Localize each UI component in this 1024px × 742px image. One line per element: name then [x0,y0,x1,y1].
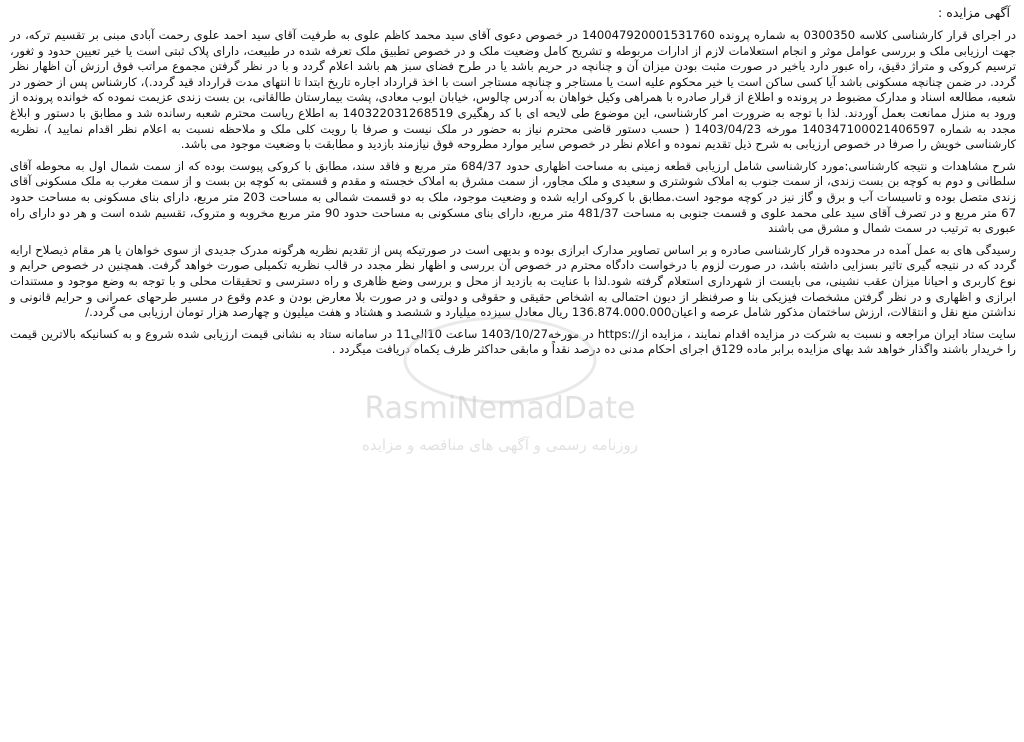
notice-paragraph-observations: شرح مشاهدات و نتیجه کارشناسی:مورد کارشناسی شامل ارزیابی قطعه زمینی به مساحت اظهاری حدود 684/37 متر مربع و فاقد سند، مطابق با کروکی پیوست بوده که از سمت شمال اول به محوطه آقای سلطانی و دوم به کوچه بن بست زندی، از سمت جنوب به املاک شوشتری و سعیدی و ملک مجاور، از سمت مشرق به املاک خجسته و مقدم و قسمتی به کوچه بن بست و از سمت مغرب به ملک مسکونی آقای زندی متصل بوده و تاسیسات آب و برق و گاز نیز در کوچه موجود است.مطابق با کروکی ارایه شده و وضعیت موجود، ملک به دو قسمت شمالی به مساحت 203 متر مربع، دارای بنای مسکونی به مساحت حدود 67 متر مربع و در تصرف آقای سید علی محمد علوی و قسمت جنوبی به مساحت 481/37 متر مربع، دارای بنای مسکونی به مساحت حدود 90 متر مربع مخروبه و متروک، تقسیم شده است و هر دو دارای راه عبوری به ترتیب در سمت شمال و مشرق می باشند [10,158,1017,236]
watermark-brand-text: RasmiNemadDate [364,391,636,426]
notice-title: آگهی مزایده : [938,5,1010,20]
notice-paragraph-intro: در اجرای قرار کارشناسی کلاسه 0300350 به شماره پرونده 140047920001531760 در خصوص دعوی آقای سید محمد کاظم علوی به طرفیت آقای سید احمد علوی رحمت آبادی مبنی بر تقسیم ترکه، در جهت ارزیابی ملک و بررسی عوامل موثر و انجام استعلامات لازم از ادارات مربوطه و تشریح کامل وضعیت ملک و در خصوص تطبیق ملک تعرفه شده در طبیعت، دارای پلاک ثبتی است یا خیر تعیین حدود و ثغور، ترسیم کروکی و متراژ دقیق، راه عبور دارد یاخیر در صورت مثبت بودن میزان آن و چنانچه در حریم باشد یا در طرح فضای سبز هم باشد اعلام گردد و با در نظر گرفتن مجموع مراتب فوق ارزش آن اظهار نظر گردد. در ضمن چنانچه مسکونی باشد آیا کسی ساکن است یا خیر محکوم علیه است یا مستاجر و چنانچه مستاجر است با اخذ قرارداد اجاره تاریخ ابتدا تا انتهای مدت قرارداد قید گردد.)، کارشناس پس از حضور در شعبه، مطالعه اسناد و مدارک مضبوط در پرونده و اطلاع از قرار صادره با همراهی وکیل خواهان به آدرس چالوس، خیابان ایوب معادی، پشت بیمارستان طالقانی، بن بست زندی عزیمت نموده که خوانده پرونده از ورود به منزل ممانعت بعمل آوردند. لذا با توجه به ضرورت امر کارشناسی، این موضوع طی لایحه ای با کد رهگیری 140322031268519 به اطلاع ریاست محترم شعبه رسانده شد و مطابق با دستور و ابلاغ مجدد به شماره 140347100021406597 مورخه 1403/04/23 ( حسب دستور قاضی محترم نیاز به حضور در ملک نیست و صرفا با رویت کلی ملک و ملاحظه نسبت به اعلام نظر اقدام نمایید )، نظریه کارشناسی خویش را صرفا در خصوص ارزیابی به شرح ذیل تقدیم نموده و اعلام نظر در خصوص سایر موارد مطروحه فوق نیازمند بازدید و مطابقت با وضعیت موجود می باشد. [10,28,1017,152]
notice-paragraph-valuation: رسیدگی های به عمل آمده در محدوده قرار کارشناسی صادره و بر اساس تصاویر مدارک ابرازی بوده و بدیهی است در صورتیکه پس از تقدیم نظریه هرگونه مدرک جدیدی از سوی خواهان یا هر مقام ذیصلاح ارایه گردد که در نتیجه گیری تاثیر بسزایی داشته باشد، در صورت لزوم با درخواست دادگاه محترم در خصوص آن بررسی و اظهار نظر مجدد در قالب نظریه تکمیلی صورت خواهد گرفت. همچنین در خصوص حرایم و نوع کاربری و احیانا میزان عقب نشینی، می بایست از شهرداری استعلام گرفته شود.لذا با عنایت به بازدید از محل و بررسی وضع ظاهری و راه دسترسی و تحقیقات محلی و با توجه به وضع موجود و مستندات ابرازی و اظهاری و در نظر گرفتن مشخصات فیزیکی بنا و صرفنظر از دیون احتمالی به اشخاص حقیقی و حقوقی و دولتی و در صورت بلا معارض بودن و عدم وقوع در مسیر طرحهای عمرانی و حرایم قانونی و نداشتن منع نقل و انتقالات، ارزش ساختمان مذکور شامل عرصه و اعیان136.874.000.000 ریال معادل سیزده میلیارد و ششصد و هشتاد و هفت میلیون و چهارصد هزار تومان ارزیابی می گردد./ [10,242,1016,320]
watermark-subtitle-text: روزنامه رسمی و آگهی های مناقصه و مزایده [361,436,639,454]
notice-paragraph-auction-details: سایت ستاد ایران مراجعه و نسبت به شرکت در مزایده اقدام نمایند ، مزایده از//:https در مورخه1403/10/27 ساعت 10الی11 در سامانه ستاد به نشانی قیمت ارزیابی شده شروع و به کسانیکه بالاترین قیمت را خریدار باشند واگذار خواهد شد بهای مزایده برابر ماده 129ق اجرای احکام مدنی ده درصد نقداً و مابقی حداکثر ظرف یکماه دریافت میگردد . [10,326,1016,357]
